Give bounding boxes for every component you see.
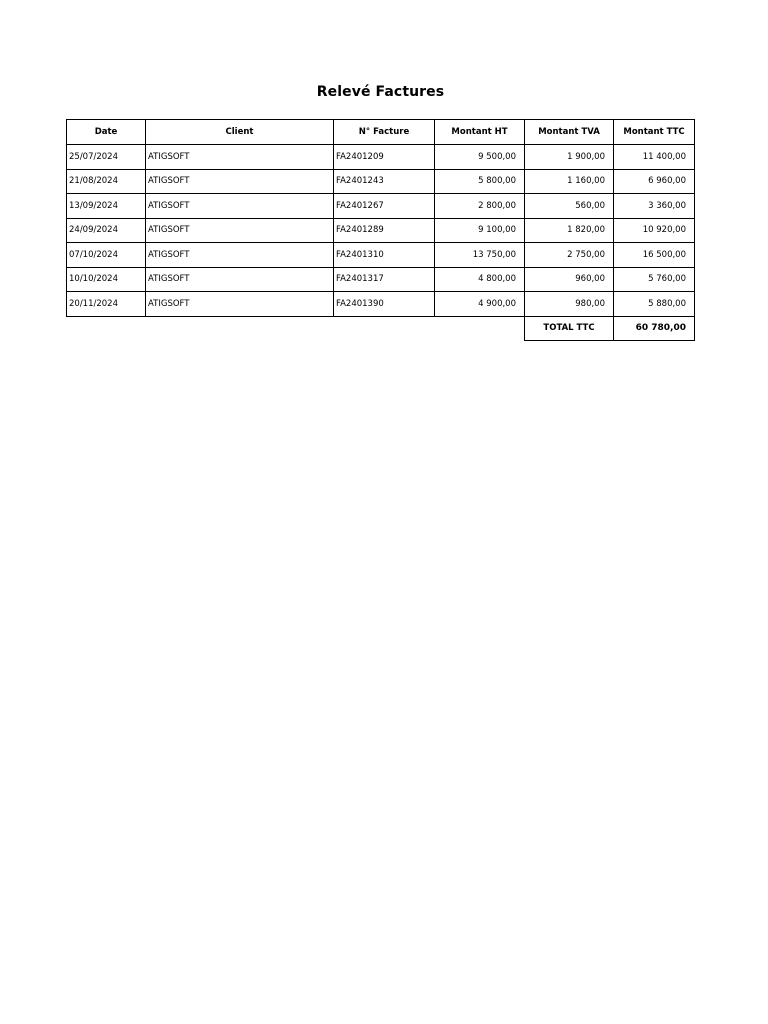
cell-date: 20/11/2024	[67, 292, 146, 317]
cell-date: 24/09/2024	[67, 218, 146, 243]
cell-client: ATIGSOFT	[146, 218, 334, 243]
page-title: Relevé Factures	[316, 84, 445, 100]
cell-client: ATIGSOFT	[146, 267, 334, 292]
cell-amount-ht: 4 800,00	[435, 267, 525, 292]
table-row	[67, 292, 695, 317]
cell-amount-ttc: 6 960,00	[614, 169, 695, 194]
total-row	[67, 316, 695, 341]
header-amount-ht: Montant HT	[435, 120, 525, 145]
table-row	[67, 218, 695, 243]
cell-date: 21/08/2024	[67, 169, 146, 194]
header-invoice-number: N° Facture	[334, 120, 435, 145]
cell-date: 07/10/2024	[67, 243, 146, 268]
cell-invoice-number: FA2401317	[334, 267, 435, 292]
cell-amount-ht: 9 500,00	[435, 145, 525, 170]
total-value: 60 780,00	[614, 316, 695, 341]
cell-client: ATIGSOFT	[146, 145, 334, 170]
cell-amount-ttc: 10 920,00	[614, 218, 695, 243]
cell-amount-ht: 5 800,00	[435, 169, 525, 194]
total-spacer	[67, 316, 525, 341]
cell-amount-ht: 4 900,00	[435, 292, 525, 317]
cell-invoice-number: FA2401209	[334, 145, 435, 170]
cell-invoice-number: FA2401310	[334, 243, 435, 268]
header-client: Client	[146, 120, 334, 145]
cell-client: ATIGSOFT	[146, 169, 334, 194]
header-amount-tva: Montant TVA	[525, 120, 614, 145]
table-row	[67, 243, 695, 268]
cell-amount-tva: 2 750,00	[525, 243, 614, 268]
cell-amount-ttc: 5 760,00	[614, 267, 695, 292]
cell-invoice-number: FA2401289	[334, 218, 435, 243]
invoice-table	[66, 119, 695, 341]
table-row	[67, 267, 695, 292]
cell-amount-ht: 9 100,00	[435, 218, 525, 243]
cell-amount-tva: 1 820,00	[525, 218, 614, 243]
cell-invoice-number: FA2401267	[334, 194, 435, 219]
cell-amount-ht: 13 750,00	[435, 243, 525, 268]
cell-amount-ttc: 11 400,00	[614, 145, 695, 170]
cell-date: 25/07/2024	[67, 145, 146, 170]
cell-amount-ht: 2 800,00	[435, 194, 525, 219]
cell-invoice-number: FA2401243	[334, 169, 435, 194]
header-amount-ttc: Montant TTC	[614, 120, 695, 145]
cell-date: 13/09/2024	[67, 194, 146, 219]
cell-amount-tva: 980,00	[525, 292, 614, 317]
total-label: TOTAL TTC	[525, 316, 614, 341]
cell-client: ATIGSOFT	[146, 194, 334, 219]
table-row	[67, 194, 695, 219]
cell-invoice-number: FA2401390	[334, 292, 435, 317]
cell-amount-ttc: 3 360,00	[614, 194, 695, 219]
cell-amount-tva: 1 160,00	[525, 169, 614, 194]
cell-amount-tva: 960,00	[525, 267, 614, 292]
cell-client: ATIGSOFT	[146, 292, 334, 317]
cell-date: 10/10/2024	[67, 267, 146, 292]
table-header-row	[67, 120, 695, 145]
header-date: Date	[67, 120, 146, 145]
cell-amount-tva: 1 900,00	[525, 145, 614, 170]
cell-amount-tva: 560,00	[525, 194, 614, 219]
cell-amount-ttc: 5 880,00	[614, 292, 695, 317]
table-row	[67, 145, 695, 170]
table-row	[67, 169, 695, 194]
cell-amount-ttc: 16 500,00	[614, 243, 695, 268]
cell-client: ATIGSOFT	[146, 243, 334, 268]
